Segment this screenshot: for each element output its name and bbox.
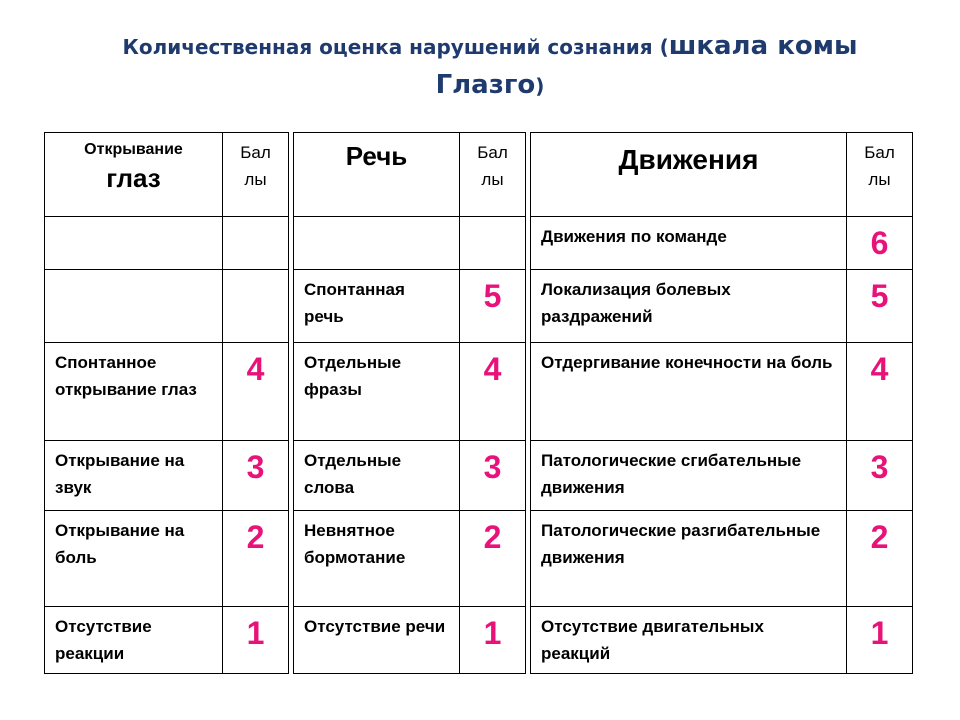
eyes-score-header: Бал лы <box>223 133 289 217</box>
page-title <box>60 28 920 106</box>
title-part-4: ) <box>535 74 545 98</box>
title-part-1: Количественная оценка нарушений сознания ( <box>122 35 669 59</box>
verbal-score-cell: 3 <box>460 441 526 511</box>
eyes-cell: Открывание на звук <box>45 441 223 511</box>
verbal-score-header: Бал лы <box>460 133 526 217</box>
verbal-cell: Отдельные слова <box>294 441 460 511</box>
eyes-cell: Спонтанное открывание глаз <box>45 343 223 441</box>
motor-score-header: Бал лы <box>847 133 913 217</box>
motor-cell: Отдергивание конечности на боль <box>531 343 847 441</box>
verbal-score-cell: 1 <box>460 607 526 674</box>
table-row <box>45 217 913 270</box>
table-row <box>45 343 913 441</box>
motor-score-cell: 3 <box>847 441 913 511</box>
motor-cell: Движения по команде <box>531 217 847 270</box>
verbal-score-cell: 5 <box>460 270 526 343</box>
verbal-cell <box>294 217 460 270</box>
verbal-header-label: Речь <box>345 141 408 171</box>
eyes-cell <box>45 217 223 270</box>
eyes-score-cell: 4 <box>223 343 289 441</box>
motor-score-cell: 1 <box>847 607 913 674</box>
header-row <box>45 133 913 217</box>
verbal-cell: Спонтанная речь <box>294 270 460 343</box>
verbal-cell: Отдельные фразы <box>294 343 460 441</box>
motor-cell: Локализация болевых раздражений <box>531 270 847 343</box>
table-row <box>45 441 913 511</box>
eyes-cell: Открывание на боль <box>45 511 223 607</box>
verbal-cell: Невнятное бормотание <box>294 511 460 607</box>
eyes-cell <box>45 270 223 343</box>
motor-header <box>531 133 847 217</box>
eyes-header-big: глаз <box>106 163 161 193</box>
table-row <box>45 511 913 607</box>
verbal-score-cell <box>460 217 526 270</box>
motor-score-cell: 5 <box>847 270 913 343</box>
eyes-score-cell: 2 <box>223 511 289 607</box>
motor-score-cell: 2 <box>847 511 913 607</box>
eyes-score-cell: 1 <box>223 607 289 674</box>
eyes-header-small: Открывание <box>84 141 183 158</box>
motor-score-cell: 6 <box>847 217 913 270</box>
title-part-2: шкала комы <box>668 31 858 61</box>
eyes-cell: Отсутствие реакции <box>45 607 223 674</box>
glasgow-coma-scale-table <box>44 132 913 674</box>
eyes-score-cell: 3 <box>223 441 289 511</box>
eyes-score-cell <box>223 270 289 343</box>
verbal-header <box>294 133 460 217</box>
title-part-3: Глазго <box>435 70 536 100</box>
motor-cell: Отсутствие двигательных реакций <box>531 607 847 674</box>
verbal-score-cell: 4 <box>460 343 526 441</box>
eyes-header <box>45 133 223 217</box>
motor-cell: Патологические разгибательные движения <box>531 511 847 607</box>
verbal-score-cell: 2 <box>460 511 526 607</box>
eyes-score-cell <box>223 217 289 270</box>
verbal-cell: Отсутствие речи <box>294 607 460 674</box>
table-row <box>45 270 913 343</box>
table-row <box>45 607 913 674</box>
motor-cell: Патологические сгибательные движения <box>531 441 847 511</box>
motor-header-label: Движения <box>618 144 759 175</box>
motor-score-cell: 4 <box>847 343 913 441</box>
